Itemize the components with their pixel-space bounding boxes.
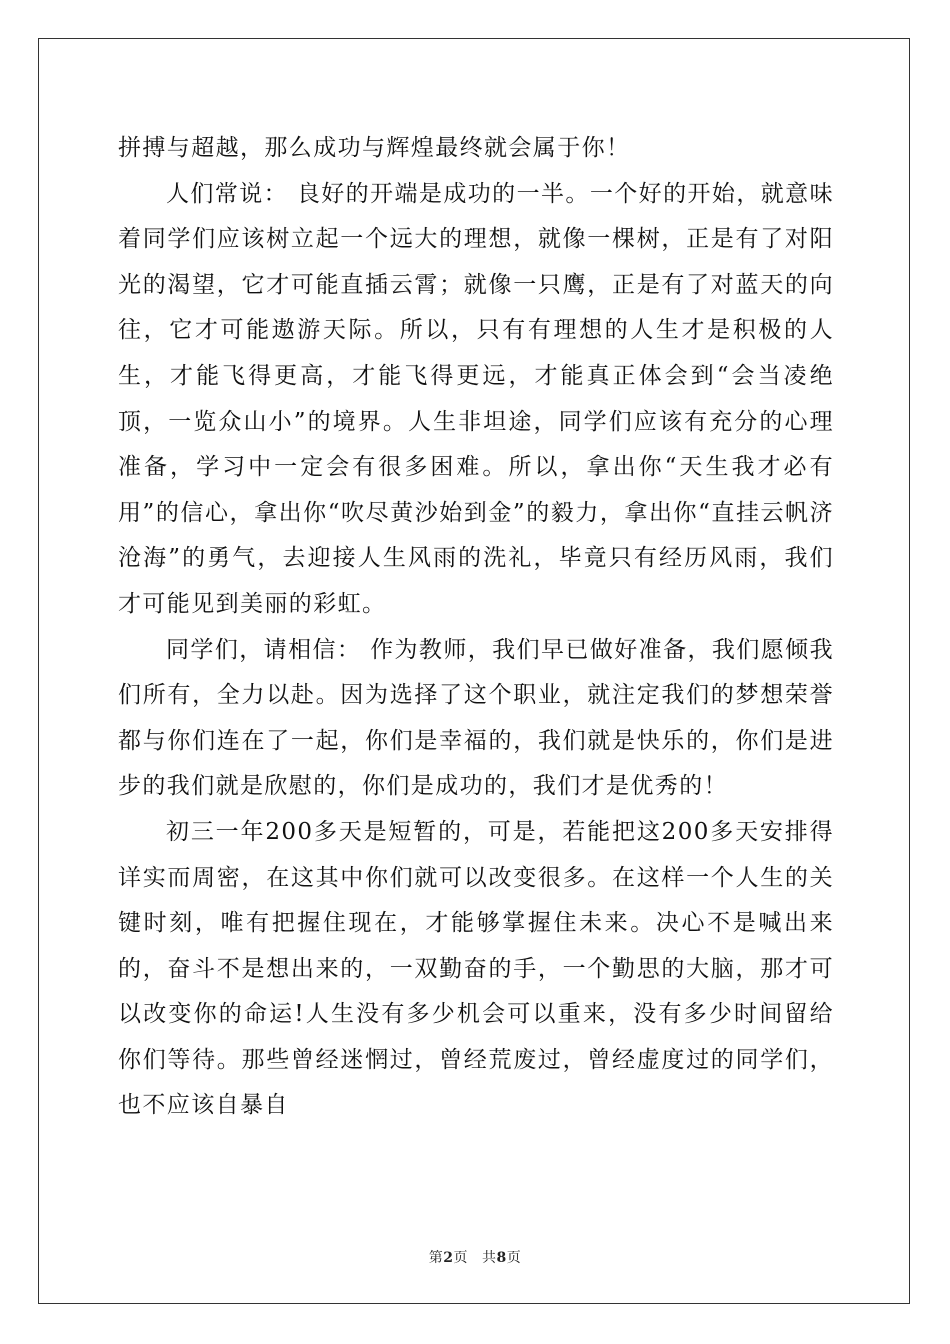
paragraph-2: 人们常说： 良好的开端是成功的一半。一个好的开始，就意味着同学们应该树立起一个远大的理想，就像一棵树，正是有了对阳光的渴望，它才可能直插云霄；就像一只鹰，正是有了对蓝天的向往，它才可能遨游天际。所以，只有有理想的人生才是积极的人生，才能飞得更高，才能飞得更远，才能真正体会到“会当凌绝顶，一览众山小”的境界。人生非坦途，同学们应该有充分的心理准备，学习中一定会有很多困难。所以，拿出你“天生我才必有用”的信心，拿出你“吹尽黄沙始到金”的毅力，拿出你“直挂云帆济沧海”的勇气，去迎接人生风雨的洗礼，毕竟只有经历风雨，我们才可能见到美丽的彩虹。 [118,180,834,617]
total-suffix: 页 [506,1250,522,1266]
paragraph-1: 拼搏与超越，那么成功与辉煌最终就会属于你！ [118,135,631,161]
document-body [118,126,834,1129]
paragraph-4: 初三一年200多天是短暂的，可是，若能把这200多天安排得详实而周密，在这其中你们就可以改变很多。在这样一个人生的关键时刻，唯有把握住现在，才能够掌握住未来。决心不是喊出来的，奋斗不是想出来的，一双勤奋的手，一个勤思的大脑，那才可以改变你的命运!人生没有多少机会可以重来，没有多少时间留给你们等待。那些曾经迷惘过，曾经荒废过，曾经虚度过的同学们，也不应该自暴自 [118,818,834,1119]
page-footer [0,1247,950,1267]
page-suffix: 页 [453,1250,468,1266]
page-total: 8 [496,1250,507,1266]
page-current: 2 [443,1250,454,1266]
paragraph-3: 同学们，请相信： 作为教师，我们早已做好准备，我们愿倾我们所有，全力以赴。因为选择了这个职业，就注定我们的梦想荣誉都与你们连在了一起，你们是幸福的，我们就是快乐的，你们是进步的我们就是欣慰的，你们是成功的，我们才是优秀的！ [118,636,834,800]
total-prefix: 共 [482,1250,497,1266]
page-prefix: 第 [428,1250,444,1266]
